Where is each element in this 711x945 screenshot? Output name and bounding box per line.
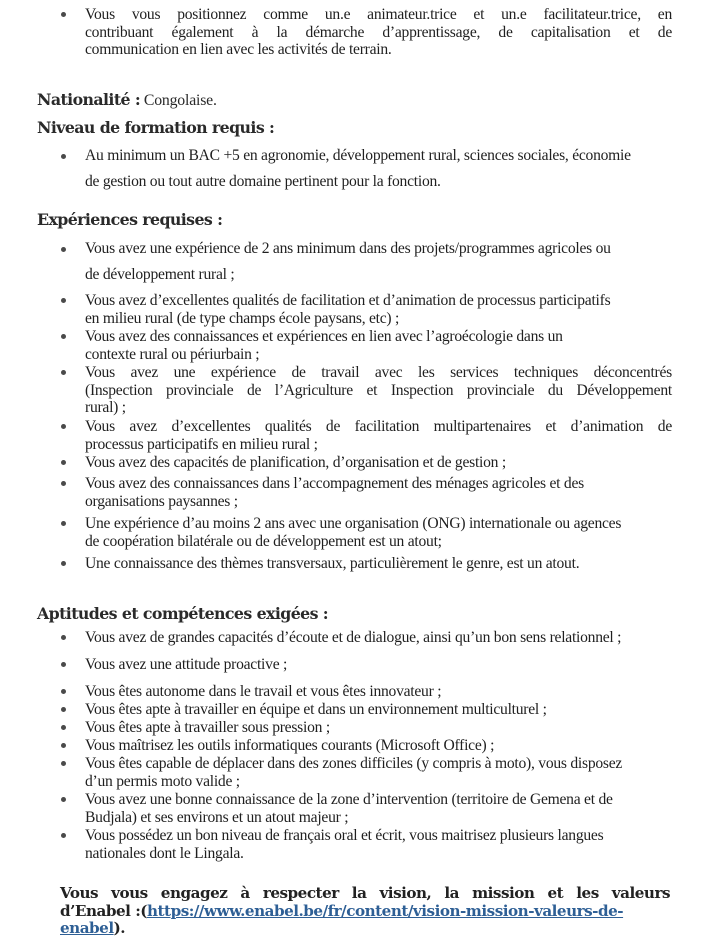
bullet-icon	[60, 634, 68, 642]
nationality-label: Nationalité :	[37, 90, 141, 109]
text-line: Vous êtes capable de déplacer dans des zones difficiles (y compris à moto), vous disposez	[85, 755, 623, 772]
bullet-icon	[60, 333, 68, 341]
bullet-icon	[60, 480, 68, 488]
bullet-icon	[60, 297, 68, 305]
closing-suffix: ).	[113, 919, 126, 937]
nationality-line	[37, 91, 217, 110]
text-line: Vous avez d’excellentes qualités de facilitation et d’animation de processus participatifs	[85, 292, 611, 309]
bullet-icon	[60, 796, 68, 804]
text-line: Vous possédez un bon niveau de français oral et écrit, vous maitrisez plusieurs langues	[85, 827, 604, 844]
skills-item: Vous avez de grandes capacités d’écoute et de dialogue, ainsi qu’un bon sens relationnel ;	[85, 629, 622, 646]
bullet-icon	[60, 369, 68, 377]
skills-item: Vous avez une attitude proactive ;	[85, 656, 288, 673]
skills-item: Vous êtes autonome dans le travail et vous êtes innovateur ;	[85, 683, 442, 700]
text-line: Vous vous positionnez comme un.e animateur.trice et un.e facilitateur.trice, en	[85, 6, 672, 23]
intro-bullet-text	[85, 6, 672, 59]
text-line: (Inspection provinciale de l’Agriculture et Inspection provinciale du Développement	[85, 381, 672, 399]
text-line: en milieu rural (de type champs école paysans, etc) ;	[85, 309, 400, 327]
bullet-icon	[60, 520, 68, 528]
text-line: Une expérience d’au moins 2 ans avec une organisation (ONG) internationale ou agences	[85, 515, 622, 532]
text-line: Au minimum un BAC +5 en agronomie, développement rural, sciences sociales, économie	[85, 147, 631, 164]
bullet-icon	[60, 760, 68, 768]
text-line: Vous avez des connaissances et expériences en lien avec l’agroécologie dans un	[85, 328, 563, 345]
skills-item: Vous êtes apte à travailler sous pression ;	[85, 719, 330, 736]
text-line: nationales dont le Lingala.	[85, 844, 244, 862]
text-line: Budjala) et ses environs et un atout majeur ;	[85, 808, 349, 826]
enabel-values-link-continued[interactable]: enabel	[60, 919, 114, 937]
text-line: d’un permis moto valide ;	[85, 772, 240, 790]
experience-heading: Expériences requises :	[37, 210, 223, 229]
skills-item	[85, 827, 672, 862]
skills-item: Vous êtes apte à travailler en équipe et dans un environnement multiculturel ;	[85, 701, 547, 718]
text-line: communication en lien avec les activités de terrain.	[85, 41, 392, 58]
bullet-icon	[60, 724, 68, 732]
text-line: organisations paysannes ;	[85, 492, 238, 510]
bullet-icon	[60, 423, 68, 431]
closing-prefix: d’Enabel :(	[60, 901, 147, 920]
enabel-values-link[interactable]: https://www.enabel.be/fr/content/vision-mission-valeurs-de-	[147, 901, 624, 920]
skills-item	[85, 791, 672, 826]
bullet-icon	[60, 832, 68, 840]
bullet-icon	[60, 661, 68, 669]
text-line: contribuant également à la démarche d’apprentissage, de capitalisation et de	[85, 23, 672, 41]
experience-item	[85, 292, 672, 327]
text-line	[60, 903, 670, 921]
closing-statement	[60, 885, 670, 938]
bullet-icon	[60, 153, 68, 161]
text-line: processus participatifs en milieu rural ;	[85, 435, 318, 453]
experience-item: Vous avez des capacités de planification, d’organisation et de gestion ;	[85, 454, 506, 471]
text-line	[60, 920, 670, 938]
text-line: de gestion ou tout autre domaine pertinent pour la fonction.	[85, 173, 441, 190]
bullet-icon	[60, 742, 68, 750]
bullet-icon	[60, 11, 68, 19]
education-item	[85, 143, 672, 195]
bullet-icon	[60, 706, 68, 714]
text-line: de développement rural ;	[85, 266, 235, 283]
experience-item	[85, 515, 672, 550]
text-line: Vous avez des connaissances dans l’accompagnement des ménages agricoles et des	[85, 475, 584, 492]
bullet-icon	[60, 688, 68, 696]
nationality-value: Congolaise.	[140, 92, 217, 109]
bullet-icon	[60, 560, 68, 568]
bullet-icon	[60, 246, 68, 254]
text-line: Vous avez une bonne connaissance de la zone d’intervention (territoire de Gemena et de	[85, 791, 613, 808]
text-line: Vous avez une expérience de travail avec les services techniques déconcentrés	[85, 364, 672, 381]
skills-heading: Aptitudes et compétences exigées :	[37, 604, 329, 623]
experience-item	[85, 328, 672, 363]
experience-item	[85, 364, 672, 417]
skills-item: Vous maîtrisez les outils informatiques courants (Microsoft Office) ;	[85, 737, 495, 754]
text-line: rural) ;	[85, 399, 126, 416]
experience-item: Une connaissance des thèmes transversaux, particulièrement le genre, est un atout.	[85, 555, 580, 572]
text-line: contexte rural ou périurbain ;	[85, 345, 260, 363]
text-line: Vous avez d’excellentes qualités de facilitation multipartenaires et d’animation de	[85, 418, 672, 435]
bullet-icon	[60, 459, 68, 467]
experience-item	[85, 475, 672, 510]
experience-item	[85, 418, 672, 453]
education-heading: Niveau de formation requis :	[37, 118, 275, 137]
text-line: de coopération bilatérale ou de développement est un atout;	[85, 532, 442, 550]
experience-item	[85, 236, 672, 288]
skills-item	[85, 755, 672, 790]
text-line: Vous avez une expérience de 2 ans minimum dans des projets/programmes agricoles ou	[85, 240, 611, 257]
text-line: Vous vous engagez à respecter la vision, la mission et les valeurs	[60, 884, 670, 902]
